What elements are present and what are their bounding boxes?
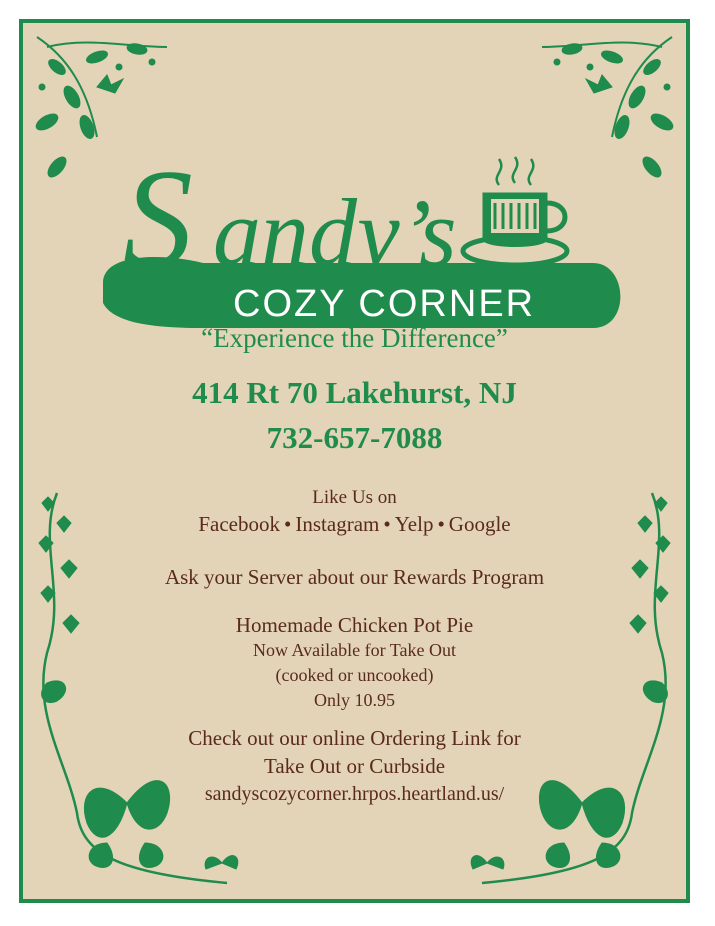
bullet-separator: • bbox=[284, 512, 292, 536]
address: 414 Rt 70 Lakehurst, NJ bbox=[192, 375, 517, 410]
promo-availability: Now Available for Take Out bbox=[252, 640, 457, 660]
coffee-cup-icon bbox=[463, 157, 567, 265]
google-text: Google bbox=[448, 512, 511, 536]
tagline: “Experience the Difference” bbox=[201, 323, 508, 353]
promo-options: (cooked or uncooked) bbox=[275, 665, 434, 685]
svg-text:COZY CORNER: COZY CORNER bbox=[233, 283, 536, 325]
promo-price: Only 10.95 bbox=[314, 690, 395, 710]
like-us-text: Like Us on bbox=[312, 487, 397, 508]
ordering-line-2: Take Out or Curbside bbox=[263, 754, 446, 778]
facebook-text: Facebook bbox=[198, 512, 281, 536]
rewards-program-text: Ask your Server about our Rewards Program bbox=[164, 565, 545, 589]
phone-number: 732-657-7088 bbox=[266, 420, 443, 455]
ordering-line-1: Check out our online Ordering Link for bbox=[188, 726, 521, 750]
ordering-url-link[interactable]: sandyscozycorner.hrpos.heartland.us/ bbox=[204, 783, 505, 805]
svg-text:S: S bbox=[123, 141, 193, 296]
promo-title: Homemade Chicken Pot Pie bbox=[235, 613, 474, 637]
yelp-text: Yelp bbox=[394, 512, 434, 536]
svg-text:andy’s: andy’s bbox=[213, 179, 457, 286]
flyer-page bbox=[19, 19, 690, 903]
bullet-separator: • bbox=[383, 512, 391, 536]
social-platforms bbox=[23, 512, 686, 537]
bullet-separator: • bbox=[437, 512, 445, 536]
sandys-cozy-corner-logo bbox=[83, 133, 643, 353]
instagram-text: Instagram bbox=[295, 512, 380, 536]
